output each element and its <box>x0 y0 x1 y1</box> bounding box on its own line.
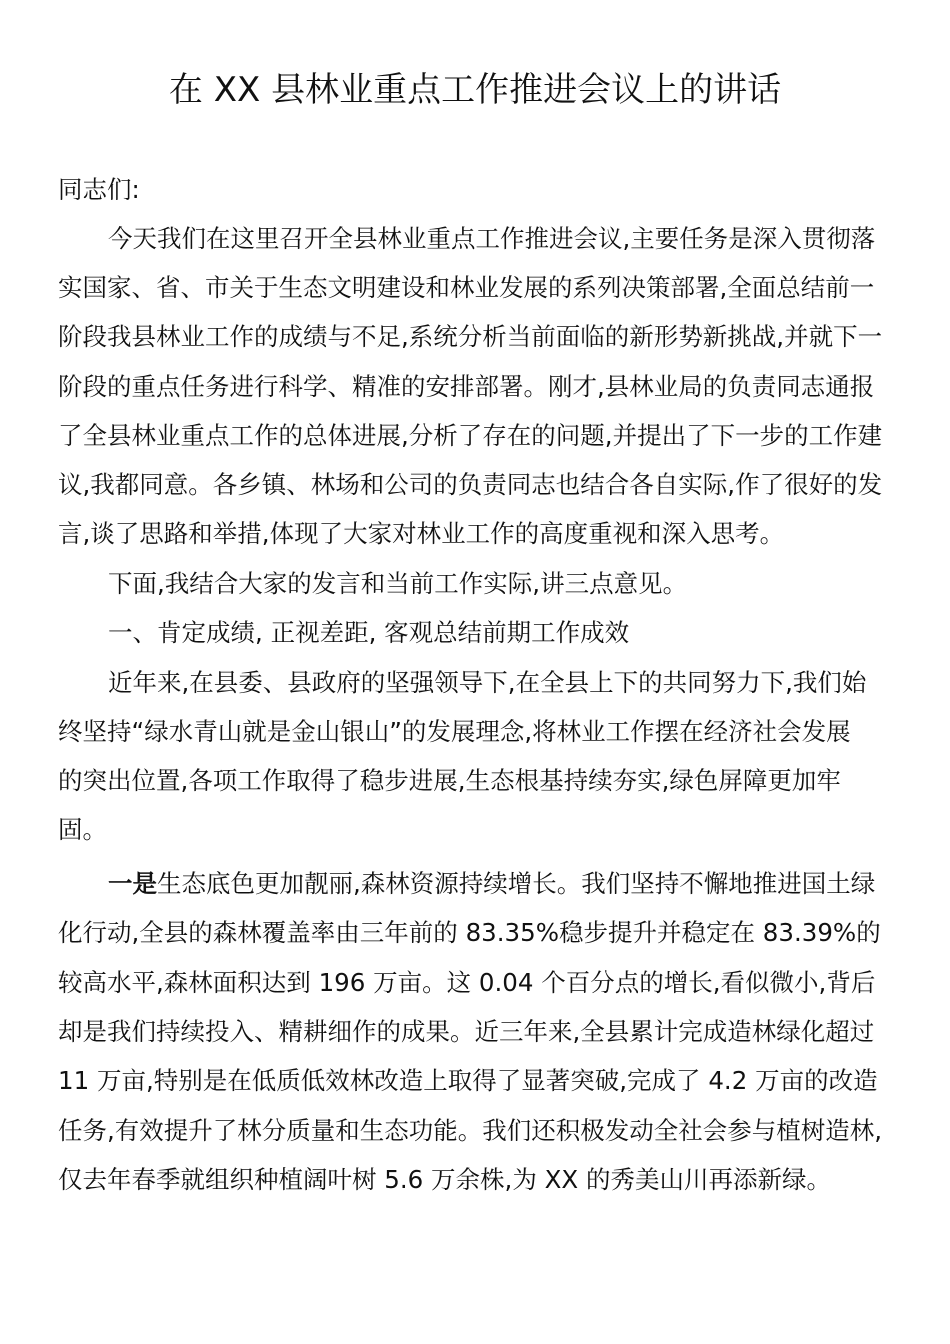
point-1-line-7: 仅去年春季就组织种植阔叶树 5.6 万余株,为 XX 的秀美山川再添新绿。 <box>58 1165 831 1194</box>
point-1-line-4: 却是我们持续投入、精耕细作的成果。近三年来,全县累计完成造林绿化超过 <box>58 1017 875 1046</box>
document-title: 在 XX 县林业重点工作推进会议上的讲话 <box>168 70 782 110</box>
paragraph-transition: 下面,我结合大家的发言和当前工作实际,讲三点意见。 <box>108 569 688 598</box>
point-1-line-5: 11 万亩,特别是在低质低效林改造上取得了显著突破,完成了 4.2 万亩的改造 <box>58 1066 878 1095</box>
salutation: 同志们: <box>58 175 140 204</box>
paragraph-intro-line-2: 实国家、省、市关于生态文明建设和林业发展的系列决策部署,全面总结前一 <box>58 273 875 302</box>
section-1-intro-line-3: 的突出位置,各项工作取得了稳步进展,生态根基持续夯实,绿色屏障更加牢 <box>58 766 841 795</box>
section-1-intro-line-2: 终坚持“绿水青山就是金山银山”的发展理念,将林业工作摆在经济社会发展 <box>58 717 851 746</box>
point-1-line-1 <box>108 866 875 902</box>
paragraph-intro-line-5: 了全县林业重点工作的总体进展,分析了存在的问题,并提出了下一步的工作建 <box>58 421 883 450</box>
point-1-line-6: 任务,有效提升了林分质量和生态功能。我们还积极发动全社会参与植树造林, <box>58 1116 883 1145</box>
paragraph-intro-line-6: 议,我都同意。各乡镇、林场和公司的负责同志也结合各自实际,作了很好的发 <box>58 470 883 499</box>
paragraph-intro-line-1: 今天我们在这里召开全县林业重点工作推进会议,主要任务是深入贯彻落 <box>108 224 876 253</box>
point-1-line-3: 较高水平,森林面积达到 196 万亩。这 0.04 个百分点的增长,看似微小,背后 <box>58 968 876 997</box>
section-heading-1: 一、肯定成绩, 正视差距, 客观总结前期工作成效 <box>108 618 630 647</box>
section-1-intro-line-1: 近年来,在县委、县政府的坚强领导下,在全县上下的共同努力下,我们始 <box>108 668 867 697</box>
paragraph-intro-line-4: 阶段的重点任务进行科学、精准的安排部署。刚才,县林业局的负责同志通报 <box>58 372 875 401</box>
point-1-line-1-text: 生态底色更加靓丽,森林资源持续增长。我们坚持不懈地推进国土绿 <box>157 869 876 898</box>
paragraph-intro-line-3: 阶段我县林业工作的成绩与不足,系统分析当前面临的新形势新挑战,并就下一 <box>58 322 883 351</box>
point-1-line-2: 化行动,全县的森林覆盖率由三年前的 83.35%稳步提升并稳定在 83.39%的 <box>58 918 881 947</box>
section-1-intro-line-4: 固。 <box>58 815 107 844</box>
point-1-lead: 一是 <box>108 869 157 898</box>
paragraph-intro-line-7: 言,谈了思路和举措,体现了大家对林业工作的高度重视和深入思考。 <box>58 519 785 548</box>
